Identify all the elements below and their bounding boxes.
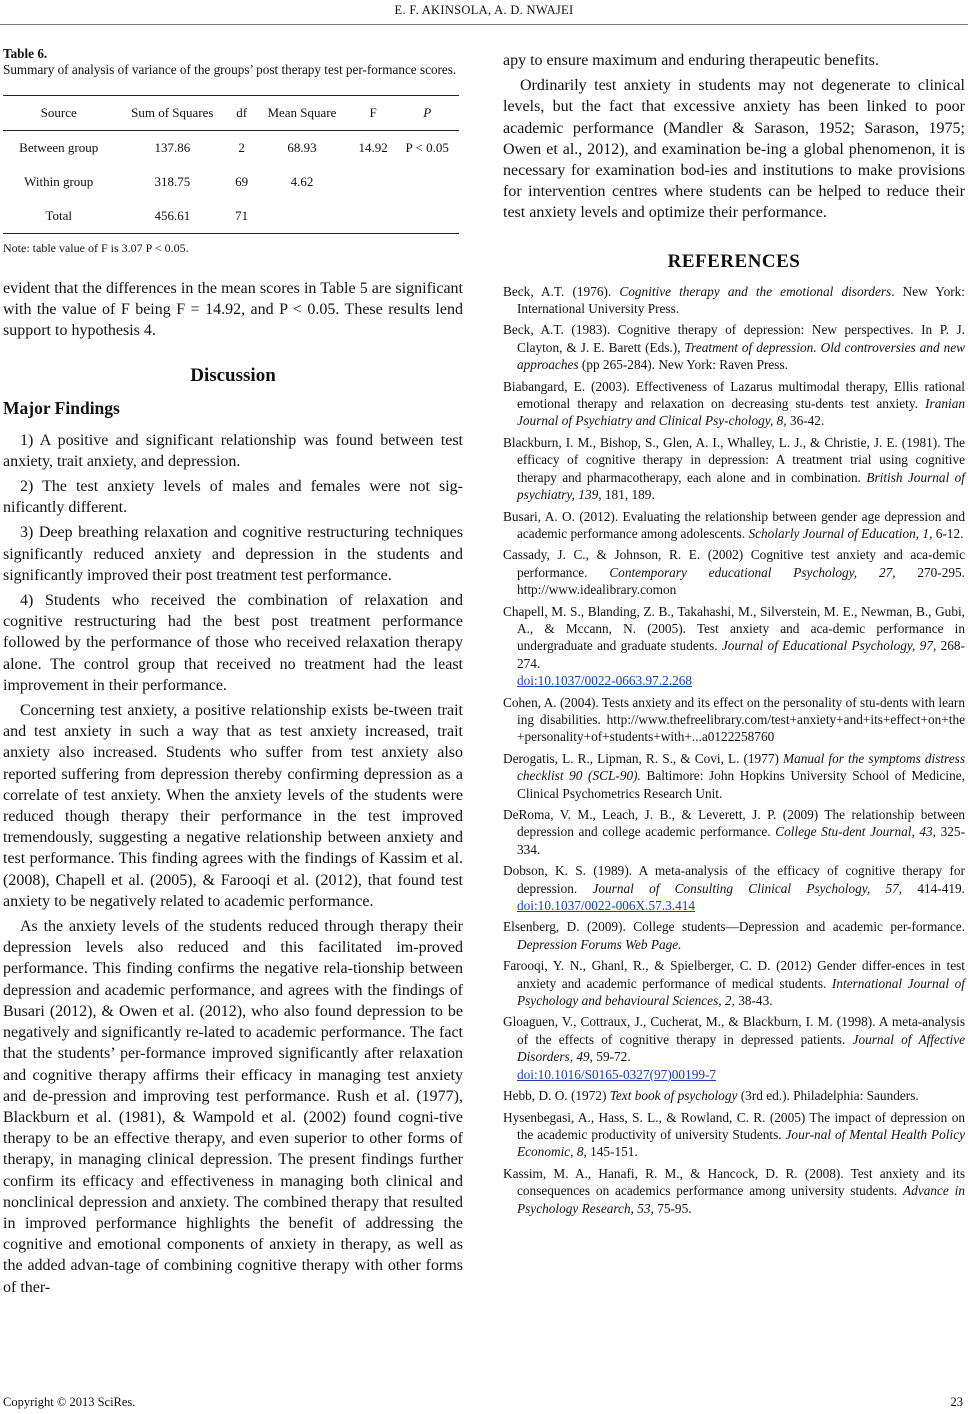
reference-item xyxy=(503,546,965,598)
reference-text: Cassady, J. C., & Johnson, R. E. (2002) Cognitive test anxiety and aca-demic performance. xyxy=(503,547,965,580)
reference-text: Gloaguen, V., Cottraux, J., Cucherat, M., & Blackburn, I. M. (1998). A meta-analysis of the effects of cognitive therapy in depressed patients. xyxy=(503,1014,965,1047)
reference-source: Advance in Psychology Research, 53, xyxy=(517,1183,965,1216)
reference-text: Dobson, K. S. (1989). A meta-analysis of the efficacy of cognitive therapy for depression. xyxy=(503,863,965,896)
reference-item xyxy=(503,378,965,430)
reference-source: College Stu-dent Journal, 43, xyxy=(775,824,937,840)
table-row xyxy=(3,131,459,166)
table-cell xyxy=(395,165,459,199)
reference-source: Cognitive therapy and the emotional disorders xyxy=(619,283,892,299)
reference-source: Depression Forums Web Page. xyxy=(517,936,682,952)
table-cell: P < 0.05 xyxy=(405,140,449,155)
table-cell: 69 xyxy=(235,174,249,189)
subheading-major-findings: Major Findings xyxy=(3,397,120,418)
col-header-mean-square: Mean Square xyxy=(253,96,351,131)
left-column xyxy=(3,44,463,1298)
reference-text: 270-295. http://www.idealibrary.comon xyxy=(517,564,966,598)
reference-text: . New York: International University Press. xyxy=(517,283,966,317)
reference-source: Scholarly Journal of Education, 1, xyxy=(748,525,933,541)
reference-text: Beck, A.T. (1976). xyxy=(503,283,620,299)
reference-text: 38-43. xyxy=(734,993,773,1009)
table-label: Table 6. xyxy=(3,46,48,61)
reference-item xyxy=(503,603,965,690)
reference-item xyxy=(503,806,965,858)
reference-text: Hysenbegasi, A., Hass, S. L., & Rowland, C. R. (2005) The impact of depression on the academic productivity of university Students. xyxy=(503,1109,965,1142)
reference-source: International Journal of Psychology and behavioural Sciences, 2, xyxy=(517,975,965,1009)
reference-text: 181, 189. xyxy=(601,487,655,503)
table-cell: 456.61 xyxy=(114,199,230,234)
reference-text: DeRoma, V. M., Leach, J. B., & Leverett, J. P. (2009) The relationship between depression and college academic performance. xyxy=(503,807,965,840)
reference-item xyxy=(503,750,965,802)
table-cell: 137.86 xyxy=(154,140,191,155)
table-cell xyxy=(253,199,351,234)
table-cell xyxy=(395,199,459,234)
reference-text: 268-274. xyxy=(517,638,965,671)
header-rule xyxy=(0,24,968,25)
table-cell: 4.62 xyxy=(290,174,314,189)
table-cell: 318.75 xyxy=(154,174,191,189)
reference-text: Hebb, D. O. (1972) xyxy=(503,1088,610,1104)
col-header-source: Source xyxy=(3,96,114,131)
reference-source: Jour-nal of Mental Health Policy Economic, 8, xyxy=(517,1126,965,1160)
reference-item xyxy=(503,694,965,746)
table-caption xyxy=(3,46,463,78)
anova-table xyxy=(3,95,459,234)
table-cell: 2 xyxy=(238,140,245,155)
table-note: Note: table value of F is 3.07 P < 0.05. xyxy=(3,241,189,255)
finding-2: 2) The test anxiety levels of males and females were not sig-nificantly different. xyxy=(3,478,463,517)
reference-source: Journal of Affective Disorders, 49, xyxy=(517,1031,965,1065)
footer-copyright: Copyright © 2013 SciRes. xyxy=(3,1395,136,1409)
table-cell: Total xyxy=(3,199,114,234)
reference-text: 325-334. xyxy=(517,824,965,857)
reference-text: Blackburn, I. M., Bishop, S., Glen, A. I., Whalley, L. J., & Christie, J. E. (1981). The efficacy of cognitive therapy in depression: A treatment trial using cognitive therapy and pharmacotherapy, each alone and in combination. xyxy=(503,434,965,485)
table-cell: Between group xyxy=(19,140,99,155)
right-column xyxy=(503,50,965,1221)
finding-3: 3) Deep breathing relaxation and cognitive restructuring techniques significantly reduced anxiety and depression in the students and significantly improved their post treatment test performance. xyxy=(3,524,463,584)
reference-text: Biabangard, E. (2003). Effectiveness of Lazarus multimodal therapy, Ellis rational emotional therapy and relaxation on decreasing stu-dents test anxiety. xyxy=(503,378,965,412)
reference-source: Journal of Consulting Clinical Psychology, 57, xyxy=(592,880,903,896)
finding-1: 1) A positive and significant relationship was found between test anxiety, trait anxiety, and depression. xyxy=(3,431,463,470)
reference-text: 414-419. xyxy=(902,880,965,896)
running-head: E. F. AKINSOLA, A. D. NWAJEI xyxy=(394,3,574,17)
body-paragraph: Ordinarily test anxiety in students may not degenerate to clinical levels, but the fact that excessive anxiety has been linked to poor academic performance (Mandler & Sarason, 1952; Sarason, 1975; Owen et al., 2012), and examination be-ing a global phenomenon, it is necessary for examination bod-ies and institutions to make provisions for intervention centres where students can be helped to reduce their test anxiety levels and optimize their performance. xyxy=(503,77,965,222)
reference-text: 145-151. xyxy=(586,1144,638,1160)
body-paragraph: evident that the differences in the mean scores in Table 5 are significant with the value of F being F = 14.92, and P < 0.05. These results lend support to hypothesis 4. xyxy=(3,280,463,340)
reference-source: Treatment of depression. Old controversies and new approaches xyxy=(517,339,965,373)
table-header-row xyxy=(3,96,459,131)
table-cell: 71 xyxy=(230,199,253,234)
reference-text: Baltimore: John Hopkins University School of Medicine, Clinical Psychometrics Research Unit. xyxy=(517,768,966,801)
reference-text: 59-72. xyxy=(592,1049,631,1065)
reference-source: Journal of Educational Psychology, 97, xyxy=(721,638,937,654)
references-title: REFERENCES xyxy=(667,250,801,272)
reference-list xyxy=(503,283,965,1217)
table-cell xyxy=(351,199,396,234)
table-cell xyxy=(351,165,396,199)
reference-item xyxy=(503,862,965,914)
reference-source: Text book of psychology xyxy=(609,1088,738,1104)
reference-item xyxy=(503,508,965,543)
reference-text: (pp 265-284). New York: Raven Press. xyxy=(578,357,788,373)
page-number: 23 xyxy=(950,1395,963,1409)
reference-text: Farooqi, Y. N., Ghanl, R., & Spielberger, C. D. (2012) Gender differ-ences in test anxiety and academic performance of medical students. xyxy=(503,958,965,991)
section-title-discussion: Discussion xyxy=(190,364,276,386)
body-paragraph: Concerning test anxiety, a positive relationship exists be-tween trait and test anxiety in such a way that as test anxiety increased, trait anxiety also increased. Students who suffer from test anxiety also reported suffering from depression thereby confirming depression as a correlate of test anxiety. When the anxiety levels of the students were reduced though therapy their performance in the test improved tremendously, suggesting a negative relationship between anxiety and test performance. This finding agrees with the findings of Kassim et al. (2008), Chapell et al. (2005), & Farooqi et al. (2012), that found test anxiety to be negatively related to academic performance. xyxy=(3,702,463,910)
reference-item xyxy=(503,1165,965,1217)
reference-text: (3rd ed.). Philadelphia: Saunders. xyxy=(737,1088,919,1104)
col-header-df: df xyxy=(230,96,253,131)
table-row xyxy=(3,165,459,199)
reference-text: 6-12. xyxy=(932,525,964,541)
reference-item xyxy=(503,283,965,318)
table-caption-text: Summary of analysis of variance of the groups’ post therapy test per-formance scores. xyxy=(3,62,457,77)
reference-source: Manual for the symptoms distress checklist 90 (SCL-90). xyxy=(517,750,965,784)
table-cell: Within group xyxy=(24,174,94,189)
reference-item xyxy=(503,1109,965,1161)
reference-text: Kassim, M. A., Hanafi, R. M., & Hancock, D. R. (2008). Test anxiety and its consequences on academics performance among university students. xyxy=(503,1165,965,1199)
reference-item xyxy=(503,1013,965,1083)
reference-text: 75-95. xyxy=(653,1200,692,1216)
reference-item xyxy=(503,434,965,504)
doi-link[interactable]: doi:10.1037/0022-0663.97.2.268 xyxy=(517,673,693,689)
doi-link[interactable]: doi:10.1016/S0165-0327(97)00199-7 xyxy=(517,1066,717,1082)
reference-item xyxy=(503,918,965,953)
reference-text: Elsenberg, D. (2009). College students—Depression and academic per-formance. xyxy=(503,919,965,935)
reference-source: British Journal of psychiatry, 139, xyxy=(517,469,965,503)
reference-source: Contemporary educational Psychology, 27, xyxy=(609,564,896,580)
reference-text: 36-42. xyxy=(786,413,825,429)
reference-text: Derogatis, L. R., Lipman, R. S., & Covi, L. (1977) xyxy=(503,750,783,766)
col-header-f: F xyxy=(351,96,396,131)
finding-4: 4) Students who received the combination of relaxation and cognitive restructuring had the best post treatment performance followed by the performance of those who received relaxation therapy alone. The control group that received no treatment had the least improvement in their performance. xyxy=(3,592,463,694)
col-header-sum-of-squares: Sum of Squares xyxy=(114,96,230,131)
table-row xyxy=(3,199,459,234)
doi-link[interactable]: doi:10.1037/0022-006X.57.3.414 xyxy=(517,898,696,914)
reference-text: Chapell, M. S., Blanding, Z. B., Takahashi, M., Silverstein, M. E., Newman, B., Gubi, A., & Mccann, N. (2005). Test anxiety and aca-demic performance in undergraduate and graduate students. xyxy=(503,603,965,654)
reference-source: Iranian Journal of Psychiatry and Clinical Psy-chology, 8, xyxy=(517,396,965,429)
reference-text: Cohen, A. (2004). Tests anxiety and its effect on the personality of stu-dents with learning disabilities. http://www.thefreelibrary.com/test+anxiety+and+its+effect+on+the+personality+of+students+with+...a0122258760 xyxy=(503,694,965,745)
reference-text: Beck, A.T. (1983). Cognitive therapy of depression: New perspectives. In P. J. Clayton, & J. E. Barett (Eds.), xyxy=(503,322,965,355)
body-paragraph: As the anxiety levels of the students reduced through therapy their depression levels also reduced and this facilitated im-proved performance. This finding confirms the negative rela-tionship between depression and academic performance, and agrees with the findings of Busari (2012), & Owen et al. (2012), who also found depression to be negatively and significantly re-lated to academic performance. The fact that the students’ per-formance improved significantly after relaxation and cognitive therapy affirms their efficacy in managing test anxiety and de-pression and improving test performance. Rush et al. (1977), Blackburn et al. (1981), & Wampold et al. (2002) found cogni-tive therapy to be an effective therapy, and even superior to other forms of therapy, in managing clinical depression. The present findings further confirm its efficacy and effectiveness in managing both clinical and nonclinical depression and anxiety. The combined therapy that resulted in improved performance highlights the benefit of addressing the cognitive and emotional components of anxiety in therapy, as well as the added advan-tage of combining cognitive therapy with other forms of ther- xyxy=(3,918,463,1296)
table-cell: 14.92 xyxy=(358,140,388,155)
body-paragraph: apy to ensure maximum and enduring therapeutic benefits. xyxy=(503,52,879,69)
reference-item xyxy=(503,957,965,1009)
col-header-p: P xyxy=(395,96,459,131)
reference-text: Busari, A. O. (2012). Evaluating the relationship between gender age depression and academic performance among adolescents. xyxy=(503,508,965,541)
reference-item xyxy=(503,1087,965,1104)
reference-item xyxy=(503,321,965,373)
table-cell: 68.93 xyxy=(287,140,317,155)
